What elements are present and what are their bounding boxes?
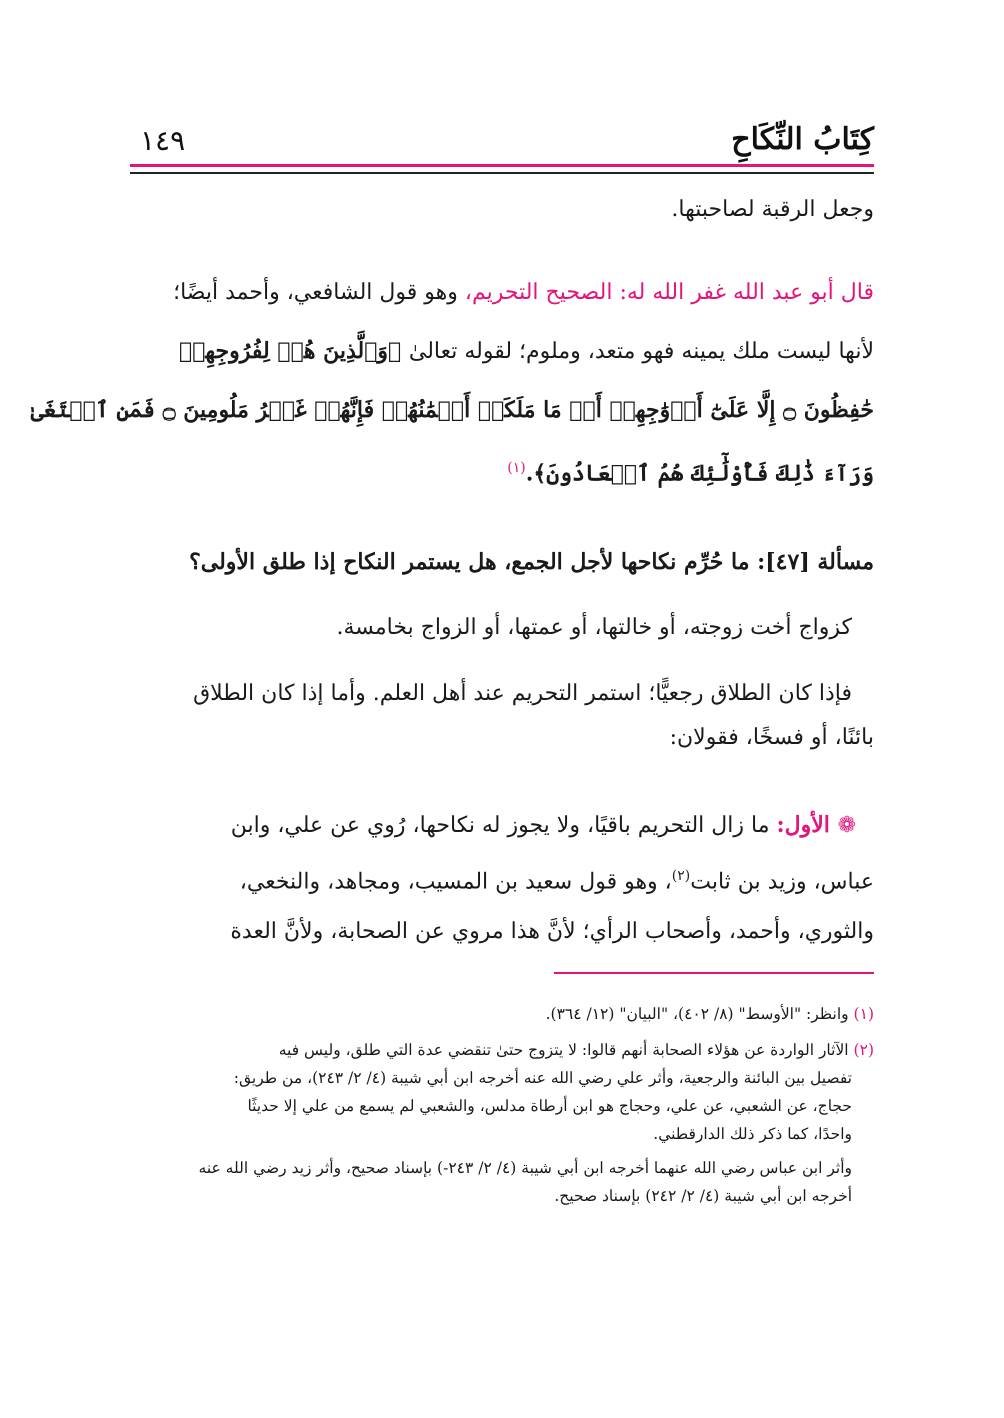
text-line <box>130 322 874 381</box>
footnote-text: وانظر: "الأوسط" (٨/ ٤٠٢)، "البيان" (١٢/ ٣٦٤). <box>545 1005 854 1023</box>
chapter-title: كِتَابُ النِّكَاحِ <box>731 122 874 157</box>
text-line <box>130 264 874 322</box>
footnote-text: الآثار الواردة عن هؤلاء الصحابة أنهم قالوا: لا يتزوج حتىٰ تنقضي عدة التي طلق، وليس فيه <box>278 1041 854 1059</box>
first-opinion-paragraph <box>130 800 874 957</box>
header-rule-dark <box>130 172 874 174</box>
footnote-separator <box>554 972 874 974</box>
page-header <box>130 118 874 158</box>
author-statement: قال أبو عبد الله غفر الله له: الصحيح التحريم، <box>464 280 874 305</box>
text-line: بائنًا، أو فسخًا، فقولان: <box>669 725 874 750</box>
footnote-line: واحدًا، كما ذكر ذلك الدارقطني. <box>653 1125 852 1143</box>
question-text: ما حُرِّم نكاحها لأجل الجمع، هل يستمر النكاح إذا طلق الأولى؟ <box>189 549 758 575</box>
text-line <box>130 540 874 584</box>
quran-verse-line: حَٰفِظُونَ ۝ إِلَّا عَلَىٰٓ أَزۡوَٰجِهِمۡ أَوۡ مَا مَلَكَتۡ أَيۡمَٰنُهُمۡ فَإِنَّهُمۡ غَيۡرُ مَلُومِينَ ۝ فَمَنِ ٱبۡتَغَىٰ <box>30 397 874 423</box>
footnote-ref-2[interactable]: (٢) <box>671 868 691 884</box>
opinion-text: ما زال التحريم باقيًا، ولا يجوز له نكاحها، رُوي عن علي، وابن <box>230 813 777 838</box>
text-line <box>130 800 874 851</box>
footnote-2 <box>130 1036 874 1210</box>
text-line: وجعل الرقبة لصاحبتها. <box>671 197 874 222</box>
footnote-line: أخرجه ابن أبي شيبة (٤/ ٢/ ٢٤٢) بإسناد صحيح. <box>554 1187 852 1205</box>
paragraph-continuation <box>130 188 874 232</box>
example-paragraph <box>130 606 874 650</box>
header-rule-accent <box>130 164 874 167</box>
footnote-line: تفصيل بين البائنة والرجعية، وأثر علي رضي الله عنه أخرجه ابن أبي شيبة (٤/ ٢/ ٢٤٣)، من طريق: <box>233 1069 852 1087</box>
footnote-line: وأثر ابن عباس رضي الله عنهما أخرجه ابن أبي شيبة (٤/ ٢/ ٢٤٣-) بإسناد صحيح، وأثر زيد رضي الله عنه <box>198 1159 852 1177</box>
quran-verse: وَرَآءَ ذَٰلِكَ فَأُوْلَٰٓئِكَ هُمُ ٱلۡعَادُونَ﴾. <box>525 460 874 487</box>
text-line <box>130 851 874 907</box>
opinion-text: وهو قول الشافعي، وأحمد أيضًا؛ <box>173 280 465 305</box>
flower-icon: ❁ <box>837 813 856 838</box>
footnote-line: حجاج، عن الشعبي، عن علي، وحجاج هو ابن أرطاة مدلس، والشعبي لم يسمع من علي إلا حديثًا <box>247 1097 852 1115</box>
footnote-number: (٢) <box>853 1041 874 1059</box>
footnotes <box>130 1000 874 1218</box>
footnote-number: (١) <box>853 1005 874 1023</box>
text-line: والثوري، وأحمد، وأصحاب الرأي؛ لأنَّ هذا مروي عن الصحابة، ولأنَّ العدة <box>230 919 874 945</box>
question-label: مسألة [٤٧]: <box>757 549 874 575</box>
text-line <box>130 439 874 503</box>
footnote-ref-1[interactable]: (١) <box>507 460 526 476</box>
question-heading <box>130 540 874 584</box>
footnote-1 <box>130 1000 874 1028</box>
reasoning-text: لأنها ليست ملك يمينه فهو متعد، وملوم؛ لقوله تعالىٰ <box>408 339 874 364</box>
opinion-label: الأول: <box>776 812 838 838</box>
opinion-text: عباس، وزيد بن ثابت <box>690 869 874 895</box>
rule-paragraph <box>130 672 874 760</box>
footnote-line <box>130 1036 874 1064</box>
page-number: ١٤٩ <box>140 124 186 157</box>
text-line: فإذا كان الطلاق رجعيًّا؛ استمر التحريم عند أهل العلم. وأما إذا كان الطلاق <box>193 681 852 706</box>
text-line: كزواج أخت زوجته، أو خالتها، أو عمتها، أو الزواج بخامسة. <box>336 615 852 640</box>
author-opinion-paragraph <box>30 264 874 503</box>
opinion-text: ، وهو قول سعيد بن المسيب، ومجاهد، والنخعي، <box>239 869 672 895</box>
quran-verse: ﴿وَٱلَّذِينَ هُمۡ لِفُرُوجِهِمۡ <box>179 338 409 364</box>
